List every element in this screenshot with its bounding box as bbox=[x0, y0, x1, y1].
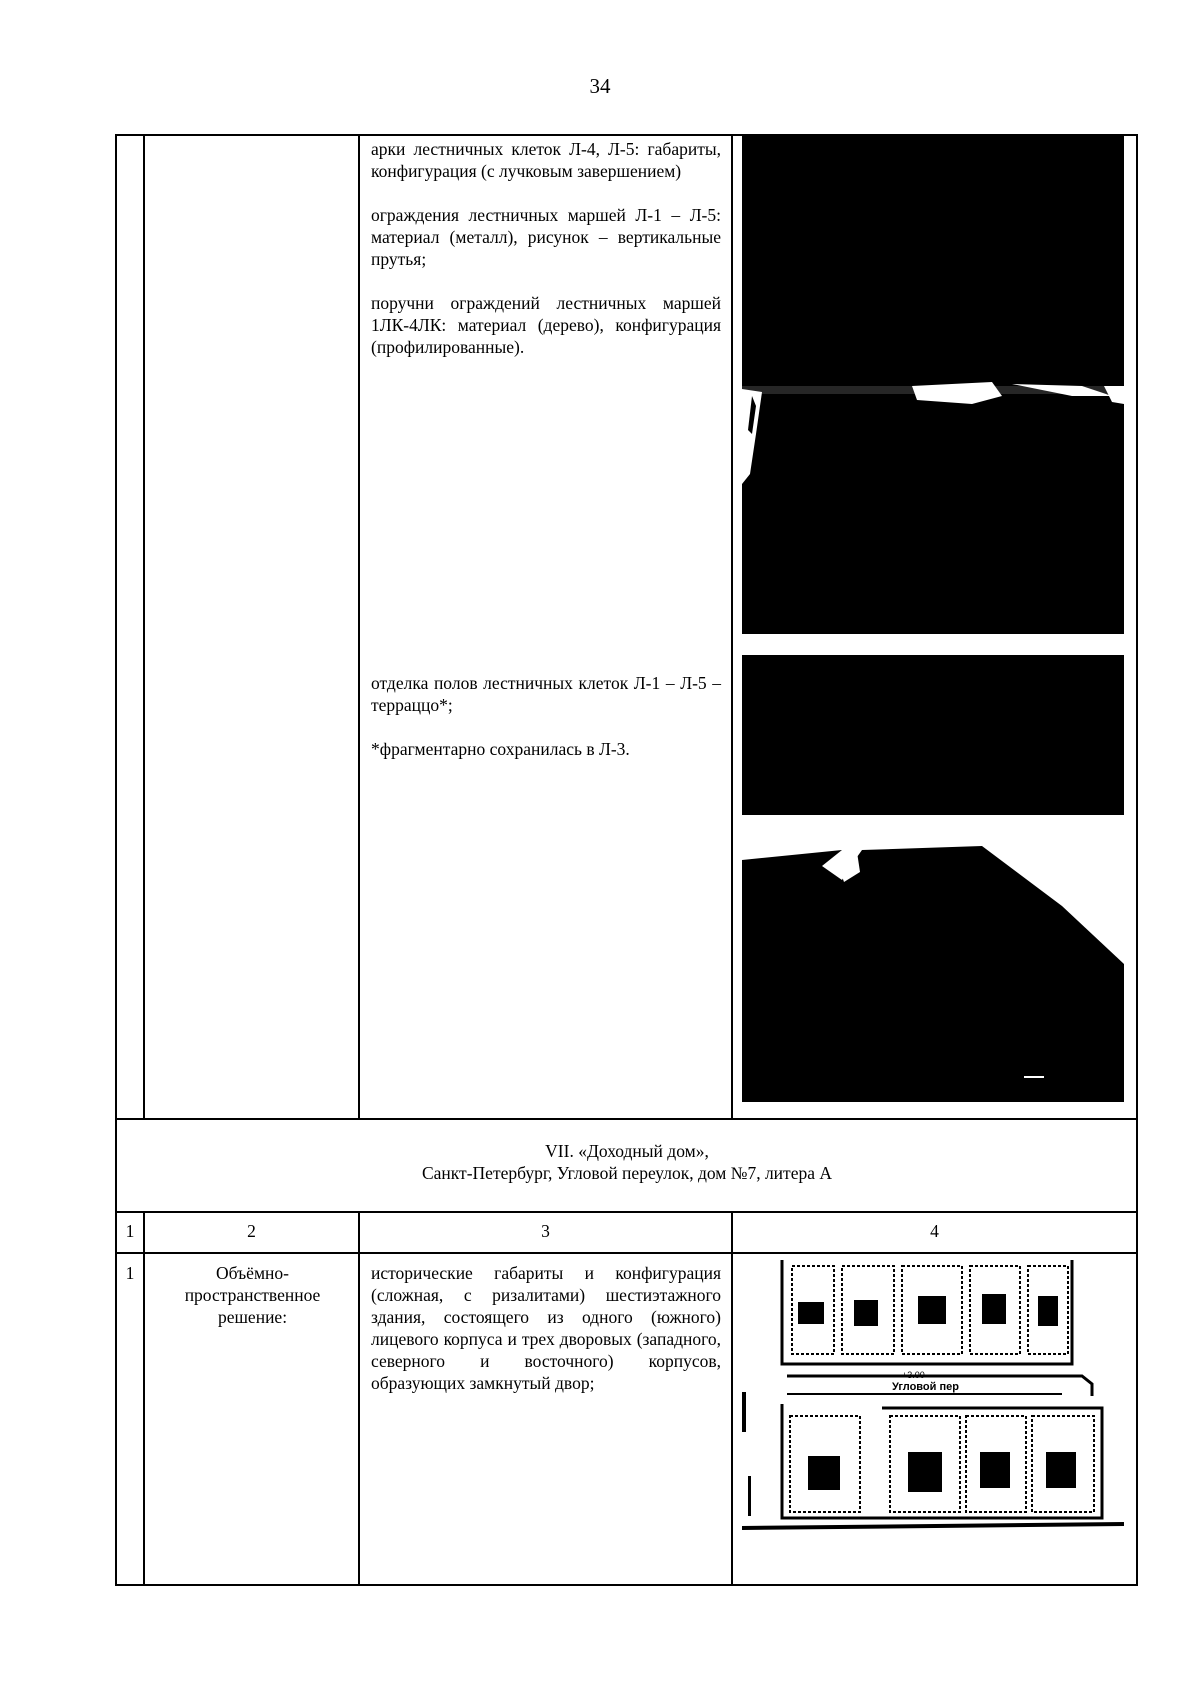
description-paragraph: арки лестничных клеток Л-4, Л-5: габариты, конфигурация (с лучковым завершением) bbox=[371, 139, 721, 181]
table-border-section-top bbox=[116, 1118, 1138, 1120]
element-name: Объёмно-пространственное решение: bbox=[184, 1263, 321, 1327]
table-border-header-top bbox=[116, 1211, 1138, 1213]
description-paragraph: отделка полов лестничных клеток Л-1 – Л-5 – терраццо*; bbox=[371, 673, 721, 715]
column-divider-2b bbox=[358, 1211, 360, 1586]
site-plan-map bbox=[742, 1256, 1124, 1538]
section-title bbox=[116, 1140, 1138, 1184]
column-number-4: 4 bbox=[930, 1221, 939, 1241]
column-divider-2 bbox=[358, 134, 360, 1120]
column-number-1: 1 bbox=[125, 1221, 135, 1241]
map-elevation-label: +3.00 bbox=[902, 1370, 925, 1380]
staircase-photo-2 bbox=[742, 655, 1124, 815]
row-number: 1 bbox=[125, 1263, 135, 1283]
description-paragraph: ограждения лестничных маршей Л-1 – Л-5: материал (металл), рисунок – вертикальные прутья; bbox=[371, 205, 721, 269]
section-title-line-2: Санкт-Петербург, Угловой переулок, дом №7, литера А bbox=[421, 1163, 832, 1183]
table-border-bottom bbox=[116, 1584, 1138, 1586]
section-title-line-1: VII. «Доходный дом», bbox=[545, 1141, 709, 1161]
column-number-3: 3 bbox=[541, 1221, 550, 1241]
column-number-2: 2 bbox=[247, 1221, 256, 1241]
table-border-left bbox=[115, 134, 117, 1586]
column-divider-3b bbox=[731, 1211, 733, 1586]
staircase-photo-1 bbox=[742, 134, 1124, 634]
staircase-photo-3 bbox=[742, 836, 1124, 1102]
top-row-description bbox=[371, 138, 721, 380]
column-divider-3 bbox=[731, 134, 733, 1120]
description-paragraph: *фрагментарно сохранилась в Л-3. bbox=[371, 739, 630, 759]
map-street-label: Угловой пер bbox=[892, 1381, 959, 1393]
top-row-description-lower bbox=[371, 672, 721, 782]
page-number: 34 bbox=[589, 74, 611, 98]
table-border-right bbox=[1136, 134, 1138, 1586]
description-paragraph: поручни ограждений лестничных маршей 1ЛК-4ЛК: материал (дерево), конфигурация (профилированные). bbox=[371, 293, 721, 357]
element-description: исторические габариты и конфигурация (сложная, с ризалитами) шестиэтажного здания, состоящего из одного (южного) лицевого корпуса и трех дворовых (западного, северного и восточного) корпусов, образующих замкнутый двор; bbox=[371, 1263, 721, 1393]
column-divider-1 bbox=[143, 134, 145, 1120]
table-border-header-bottom bbox=[116, 1252, 1138, 1254]
